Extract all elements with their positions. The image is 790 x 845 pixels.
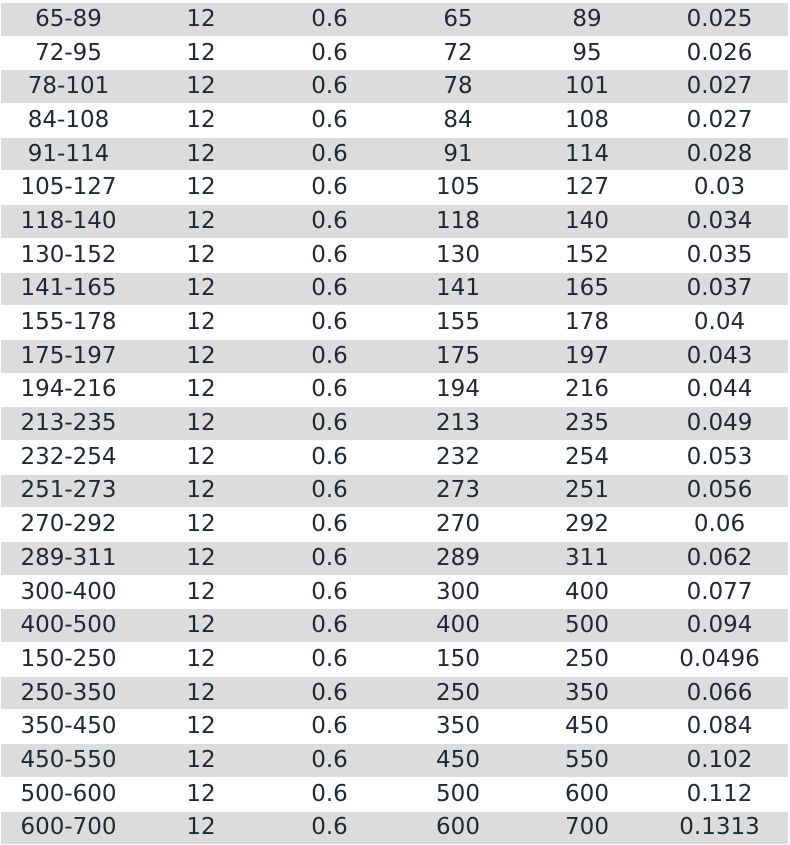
table-cell: 0.6 — [266, 474, 393, 508]
table-row — [1, 238, 788, 272]
table-row — [1, 710, 788, 744]
table-cell: 152 — [523, 238, 651, 272]
table-cell: 500 — [523, 609, 651, 643]
table-cell: 130-152 — [1, 238, 136, 272]
table-row — [1, 272, 788, 306]
table-row — [1, 508, 788, 542]
table-cell: 65 — [393, 3, 523, 36]
table-cell: 0.6 — [266, 811, 393, 845]
table-cell: 0.027 — [651, 70, 788, 104]
table-cell: 213-235 — [1, 407, 136, 441]
table-cell: 550 — [523, 744, 651, 778]
table-cell: 350 — [393, 710, 523, 744]
table-cell: 12 — [136, 104, 266, 138]
table-cell: 197 — [523, 339, 651, 373]
table-cell: 216 — [523, 373, 651, 407]
table-cell: 500-600 — [1, 777, 136, 811]
table-cell: 72-95 — [1, 36, 136, 70]
table-cell: 0.6 — [266, 643, 393, 677]
table-row — [1, 373, 788, 407]
table-cell: 0.6 — [266, 440, 393, 474]
table-cell: 175 — [393, 339, 523, 373]
table-cell: 155-178 — [1, 306, 136, 340]
table-row — [1, 36, 788, 70]
table-cell: 250 — [523, 643, 651, 677]
table-cell: 12 — [136, 70, 266, 104]
table-cell: 12 — [136, 440, 266, 474]
table-cell: 273 — [393, 474, 523, 508]
table-cell: 12 — [136, 542, 266, 576]
table-cell: 12 — [136, 474, 266, 508]
table-row — [1, 575, 788, 609]
table-row — [1, 407, 788, 441]
table-cell: 178 — [523, 306, 651, 340]
table-cell: 0.6 — [266, 339, 393, 373]
table-row — [1, 777, 788, 811]
table-cell: 150-250 — [1, 643, 136, 677]
table-cell: 0.084 — [651, 710, 788, 744]
table-cell: 0.025 — [651, 3, 788, 36]
table-cell: 0.066 — [651, 676, 788, 710]
table-cell: 0.062 — [651, 542, 788, 576]
table-cell: 0.6 — [266, 744, 393, 778]
table-cell: 0.6 — [266, 137, 393, 171]
table-row — [1, 3, 788, 36]
table-cell: 400 — [523, 575, 651, 609]
table-cell: 0.6 — [266, 542, 393, 576]
table-cell: 0.03 — [651, 171, 788, 205]
table-cell: 0.6 — [266, 609, 393, 643]
table-cell: 0.027 — [651, 104, 788, 138]
table-cell: 12 — [136, 205, 266, 239]
table-row — [1, 440, 788, 474]
table-row — [1, 542, 788, 576]
table-cell: 0.6 — [266, 777, 393, 811]
table-cell: 600 — [393, 811, 523, 845]
table-row — [1, 104, 788, 138]
table-cell: 350 — [523, 676, 651, 710]
table-cell: 78-101 — [1, 70, 136, 104]
table-cell: 0.028 — [651, 137, 788, 171]
table-row — [1, 609, 788, 643]
table-cell: 0.04 — [651, 306, 788, 340]
table-cell: 0.06 — [651, 508, 788, 542]
table-cell: 12 — [136, 744, 266, 778]
table-cell: 0.6 — [266, 710, 393, 744]
table-cell: 350-450 — [1, 710, 136, 744]
table-cell: 0.6 — [266, 676, 393, 710]
table-cell: 105 — [393, 171, 523, 205]
table-cell: 72 — [393, 36, 523, 70]
table-cell: 165 — [523, 272, 651, 306]
table-cell: 0.035 — [651, 238, 788, 272]
table-cell: 289-311 — [1, 542, 136, 576]
table-cell: 65-89 — [1, 3, 136, 36]
table-cell: 12 — [136, 36, 266, 70]
table-cell: 0.6 — [266, 575, 393, 609]
table-cell: 118-140 — [1, 205, 136, 239]
table-cell: 0.053 — [651, 440, 788, 474]
table-cell: 0.6 — [266, 104, 393, 138]
table-cell: 251-273 — [1, 474, 136, 508]
table-cell: 600 — [523, 777, 651, 811]
table-cell: 254 — [523, 440, 651, 474]
table-cell: 0.056 — [651, 474, 788, 508]
table-cell: 289 — [393, 542, 523, 576]
table-cell: 0.037 — [651, 272, 788, 306]
table-cell: 175-197 — [1, 339, 136, 373]
table-body — [1, 3, 788, 845]
table-cell: 250-350 — [1, 676, 136, 710]
table-cell: 12 — [136, 238, 266, 272]
table-cell: 12 — [136, 137, 266, 171]
table-cell: 91 — [393, 137, 523, 171]
table-cell: 400 — [393, 609, 523, 643]
table-cell: 84 — [393, 104, 523, 138]
table-cell: 130 — [393, 238, 523, 272]
table-cell: 118 — [393, 205, 523, 239]
table-cell: 600-700 — [1, 811, 136, 845]
table-cell: 0.6 — [266, 36, 393, 70]
table-cell: 141-165 — [1, 272, 136, 306]
table-cell: 12 — [136, 643, 266, 677]
table-cell: 0.049 — [651, 407, 788, 441]
table-cell: 194-216 — [1, 373, 136, 407]
table-cell: 12 — [136, 272, 266, 306]
table-cell: 12 — [136, 710, 266, 744]
table-cell: 108 — [523, 104, 651, 138]
table-row — [1, 744, 788, 778]
table-cell: 450-550 — [1, 744, 136, 778]
table-row — [1, 171, 788, 205]
table-cell: 450 — [393, 744, 523, 778]
table-cell: 0.6 — [266, 238, 393, 272]
table-cell: 0.034 — [651, 205, 788, 239]
spec-table — [1, 3, 788, 845]
table-cell: 78 — [393, 70, 523, 104]
table-row — [1, 474, 788, 508]
table-cell: 0.112 — [651, 777, 788, 811]
table-cell: 0.043 — [651, 339, 788, 373]
table-cell: 12 — [136, 609, 266, 643]
table-cell: 12 — [136, 676, 266, 710]
table-row — [1, 643, 788, 677]
table-cell: 155 — [393, 306, 523, 340]
table-cell: 0.6 — [266, 70, 393, 104]
table-cell: 400-500 — [1, 609, 136, 643]
table-row — [1, 205, 788, 239]
table-cell: 0.0496 — [651, 643, 788, 677]
table-row — [1, 306, 788, 340]
table-row — [1, 339, 788, 373]
table-cell: 0.6 — [266, 3, 393, 36]
table-row — [1, 137, 788, 171]
table-cell: 232 — [393, 440, 523, 474]
table-cell: 0.094 — [651, 609, 788, 643]
table-cell: 300 — [393, 575, 523, 609]
table-cell: 101 — [523, 70, 651, 104]
table-cell: 12 — [136, 171, 266, 205]
table-cell: 12 — [136, 306, 266, 340]
table-cell: 0.6 — [266, 306, 393, 340]
table-cell: 500 — [393, 777, 523, 811]
table-cell: 105-127 — [1, 171, 136, 205]
table-cell: 0.044 — [651, 373, 788, 407]
table-cell: 270-292 — [1, 508, 136, 542]
table-cell: 0.6 — [266, 272, 393, 306]
table-cell: 141 — [393, 272, 523, 306]
table-cell: 300-400 — [1, 575, 136, 609]
table-row — [1, 811, 788, 845]
table-cell: 150 — [393, 643, 523, 677]
table-row — [1, 70, 788, 104]
table-cell: 213 — [393, 407, 523, 441]
table-cell: 292 — [523, 508, 651, 542]
table-cell: 0.6 — [266, 508, 393, 542]
table-cell: 95 — [523, 36, 651, 70]
table-cell: 251 — [523, 474, 651, 508]
table-cell: 12 — [136, 811, 266, 845]
table-cell: 0.6 — [266, 407, 393, 441]
table-cell: 12 — [136, 508, 266, 542]
table-cell: 12 — [136, 575, 266, 609]
table-cell: 450 — [523, 710, 651, 744]
table-cell: 0.6 — [266, 205, 393, 239]
table-cell: 12 — [136, 407, 266, 441]
table-cell: 250 — [393, 676, 523, 710]
table-cell: 12 — [136, 777, 266, 811]
table-cell: 91-114 — [1, 137, 136, 171]
table-cell: 194 — [393, 373, 523, 407]
table-cell: 84-108 — [1, 104, 136, 138]
table-cell: 0.6 — [266, 171, 393, 205]
table-cell: 12 — [136, 373, 266, 407]
table-cell: 89 — [523, 3, 651, 36]
table-cell: 127 — [523, 171, 651, 205]
table-cell: 114 — [523, 137, 651, 171]
table-cell: 0.026 — [651, 36, 788, 70]
table-cell: 700 — [523, 811, 651, 845]
table-cell: 235 — [523, 407, 651, 441]
table-cell: 270 — [393, 508, 523, 542]
table-cell: 311 — [523, 542, 651, 576]
table-row — [1, 676, 788, 710]
table-cell: 232-254 — [1, 440, 136, 474]
table-cell: 0.102 — [651, 744, 788, 778]
table-cell: 0.077 — [651, 575, 788, 609]
table-cell: 0.1313 — [651, 811, 788, 845]
table-cell: 12 — [136, 339, 266, 373]
table-cell: 0.6 — [266, 373, 393, 407]
table-cell: 12 — [136, 3, 266, 36]
table-cell: 140 — [523, 205, 651, 239]
